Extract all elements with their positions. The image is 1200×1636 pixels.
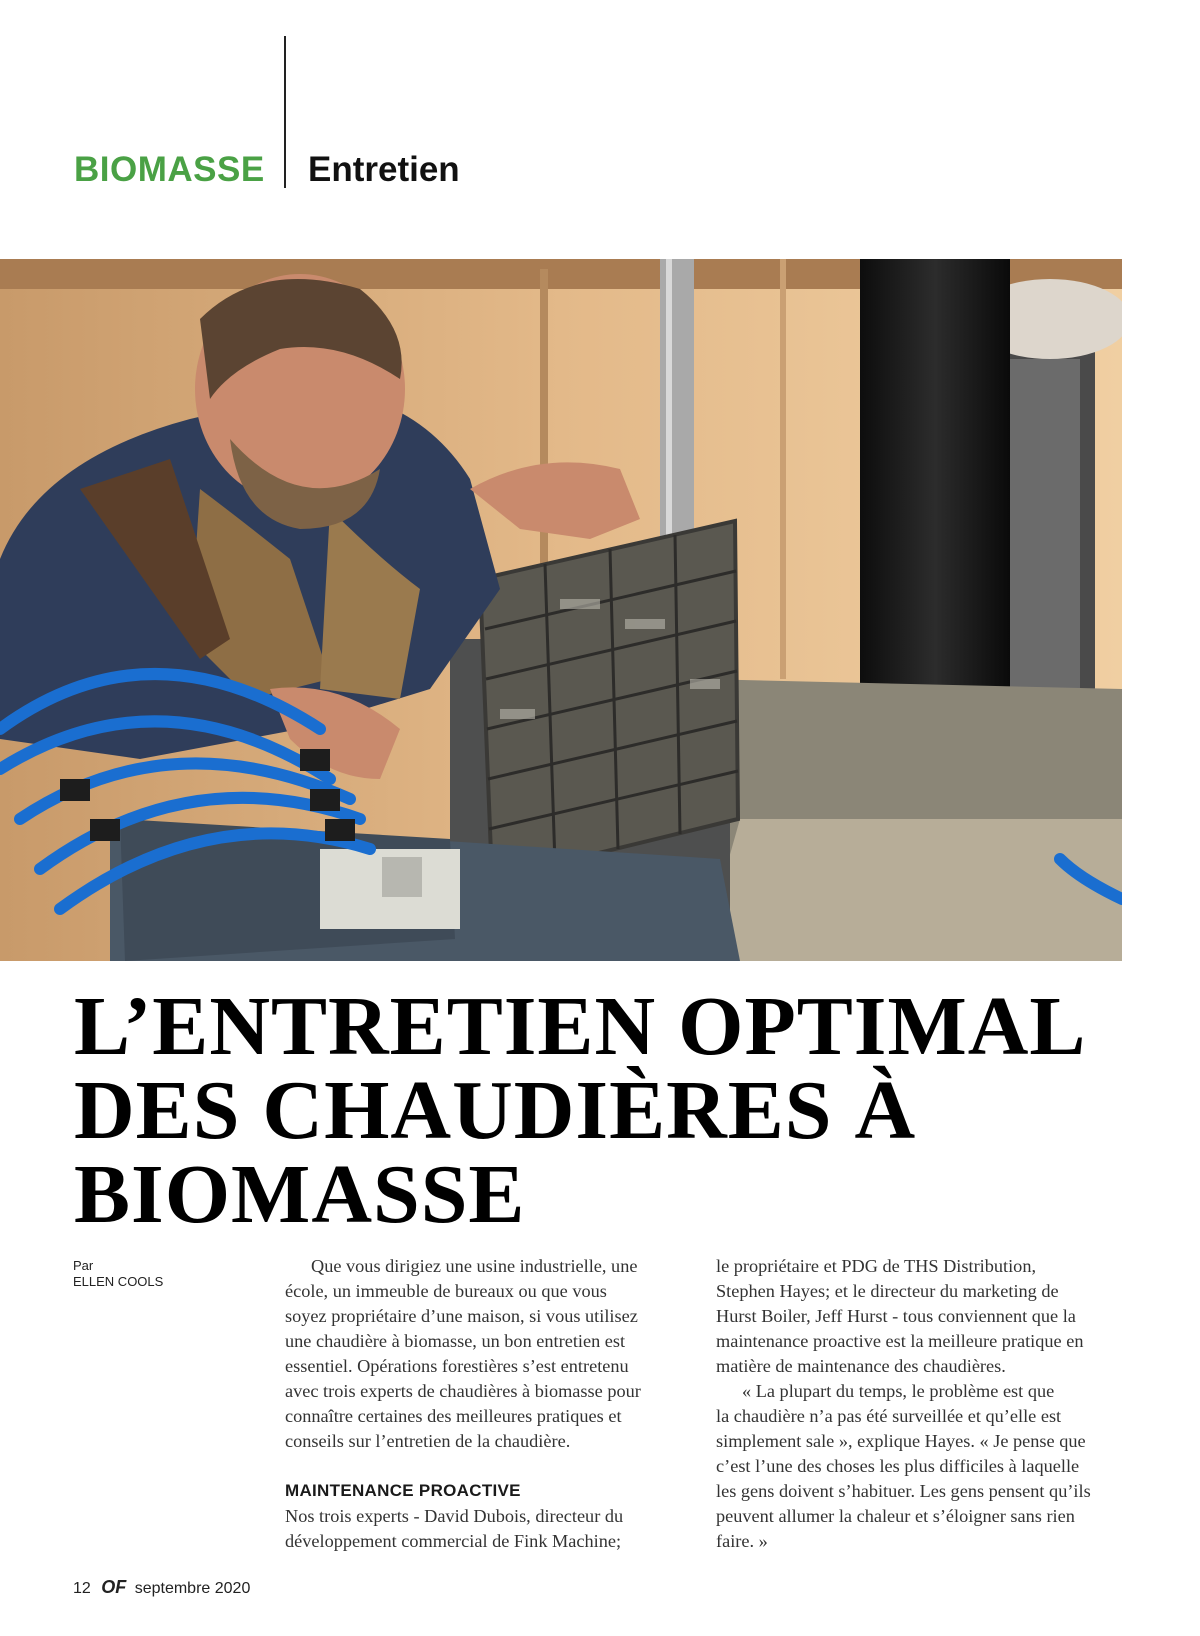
byline-prefix: Par (73, 1258, 94, 1273)
page-footer (73, 1577, 250, 1598)
text-line: les gens doivent s’habituer. Les gens pensent qu’ils (716, 1481, 1091, 1501)
section-label: BIOMASSE (74, 150, 265, 189)
body-column-2 (716, 1254, 1126, 1554)
article-title (74, 980, 1134, 1241)
text-line: Que vous dirigiez une usine industrielle, une (311, 1256, 638, 1276)
text-line: la chaudière n’a pas été surveillée et qu’elle est (716, 1406, 1062, 1426)
header-divider (284, 36, 286, 188)
text-line: maintenance proactive est la meilleure pratique en (716, 1331, 1084, 1351)
text-line: développement commercial de Fink Machine; (285, 1531, 622, 1551)
text-line: peuvent allumer la chaleur et s’éloigner sans rien (716, 1506, 1075, 1526)
photo-illustration (0, 259, 1122, 961)
issue-date: septembre 2020 (134, 1580, 251, 1597)
text-line: matière de maintenance des chaudières. (716, 1356, 1006, 1376)
text-line: simplement sale », explique Hayes. « Je pense que (716, 1431, 1086, 1451)
title-line: L’ENTRETIEN OPTIMAL (74, 980, 1087, 1073)
filter-grate (480, 521, 738, 879)
text-line: conseils sur l’entretien de la chaudière. (285, 1431, 571, 1451)
text-line: « La plupart du temps, le problème est que (742, 1381, 1055, 1401)
text-line: faire. » (716, 1531, 768, 1551)
intro-paragraph (285, 1254, 677, 1454)
text-line: une chaudière à biomasse, un bon entretien est (285, 1331, 626, 1351)
text-line: soyez propriétaire d’une maison, si vous utilisez (285, 1306, 638, 1326)
byline-author: ELLEN COOLS (73, 1274, 164, 1289)
subsection-label: Entretien (308, 150, 460, 189)
text-line: le propriétaire et PDG de THS Distribution, (716, 1256, 1037, 1276)
text-line: avec trois experts de chaudières à biomasse pour (285, 1381, 641, 1401)
title-line: BIOMASSE (74, 1148, 526, 1241)
text-line: connaître certaines des meilleures pratiques et (285, 1406, 622, 1426)
byline (73, 1258, 163, 1290)
text-line: école, un immeuble de bureaux ou que vous (285, 1281, 607, 1301)
text-line: Hurst Boiler, Jeff Hurst - tous conviennent que la (716, 1306, 1076, 1326)
text-line: c’est l’une des choses les plus difficiles à laquelle (716, 1456, 1080, 1476)
subheading: MAINTENANCE PROACTIVE (285, 1481, 521, 1500)
title-line: DES CHAUDIÈRES À (74, 1064, 917, 1157)
text-line: essentiel. Opérations forestières s’est entretenu (285, 1356, 629, 1376)
text-line: Nos trois experts - David Dubois, directeur du (285, 1506, 624, 1526)
article-photo (0, 259, 1122, 961)
text-line: Stephen Hayes; et le directeur du marketing de (716, 1281, 1059, 1301)
body-column-1 (285, 1254, 677, 1554)
body-paragraph (285, 1504, 677, 1554)
body-paragraph (716, 1254, 1126, 1379)
quote-paragraph (716, 1379, 1126, 1554)
page-number: 12 (73, 1580, 91, 1597)
magazine-logo: OF (101, 1577, 127, 1597)
